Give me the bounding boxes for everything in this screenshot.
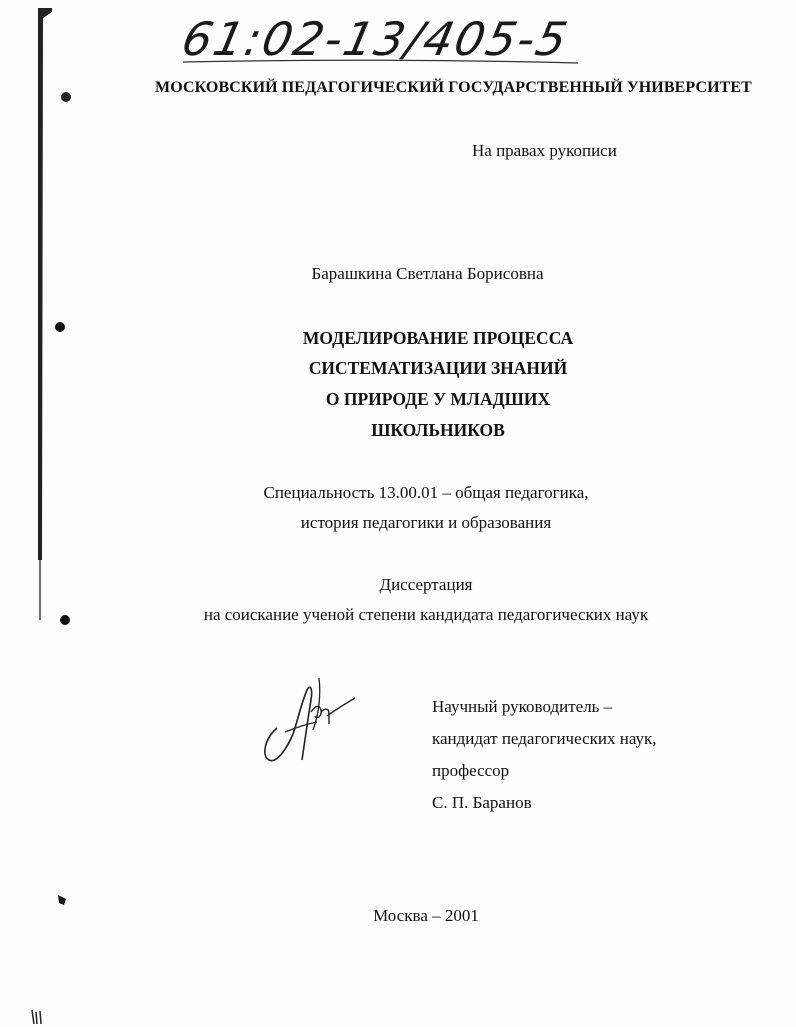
supervisor-degree: кандидат педагогических наук,	[432, 729, 657, 748]
punch-hole-mark	[58, 895, 66, 905]
supervisor-title: профессор	[432, 761, 510, 780]
supervisor-role: Научный руководитель –	[432, 697, 613, 716]
title-line: О ПРИРОДЕ У МЛАДШИХ	[325, 389, 551, 409]
author-name: Барашкина Светлана Борисовна	[311, 264, 544, 283]
title-line: ШКОЛЬНИКОВ	[371, 420, 505, 440]
supervisor-name: С. П. Баранов	[432, 793, 532, 812]
dissertation-label: Диссертация	[379, 575, 473, 594]
archive-number: 61:02-13/405-5	[177, 12, 574, 66]
university-name: МОСКОВСКИЙ ПЕДАГОГИЧЕСКИЙ ГОСУДАРСТВЕННЫЙ УНИВЕРСИТЕТ	[155, 79, 752, 96]
scan-edge-mark	[38, 8, 52, 560]
degree-line: на соискание ученой степени кандидата педагогических наук	[203, 605, 649, 624]
supervisor-block	[432, 691, 657, 819]
rights-note: На правах рукописи	[472, 141, 617, 160]
supervisor-signature	[255, 668, 365, 778]
specialty-line: Специальность 13.00.01 – общая педагогика,	[263, 483, 589, 502]
specialty-line: история педагогики и образования	[300, 513, 552, 532]
punch-hole-mark	[61, 92, 71, 102]
title-line: МОДЕЛИРОВАНИЕ ПРОЦЕССА	[302, 328, 574, 348]
archive-number-underline	[183, 58, 583, 68]
title-line: СИСТЕМАТИЗАЦИИ ЗНАНИЙ	[308, 358, 568, 378]
scan-corner-mark	[32, 1010, 41, 1024]
city-year: Москва – 2001	[373, 906, 479, 925]
